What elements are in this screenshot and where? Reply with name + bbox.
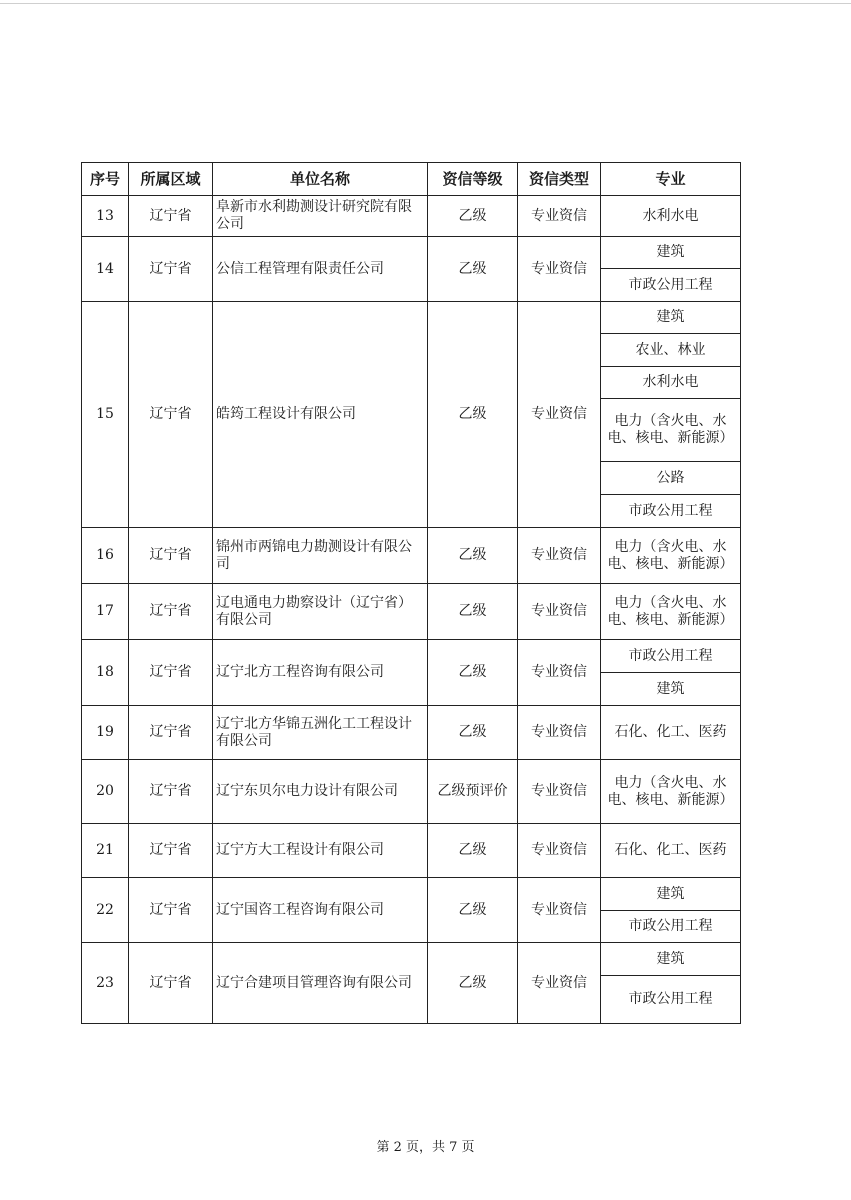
cell-region: 辽宁省 — [129, 760, 213, 824]
cell-specialty: 水利水电 — [601, 196, 741, 237]
cell-type: 专业资信 — [518, 943, 601, 1024]
cell-unit-name: 锦州市两锦电力勘测设计有限公司 — [213, 528, 428, 584]
page-footer: 第 2 页，共 7 页 — [376, 1140, 475, 1155]
header-specialty: 专业 — [601, 163, 741, 196]
cell-specialty: 水利水电 — [601, 367, 741, 399]
cell-region: 辽宁省 — [129, 640, 213, 706]
cell-no: 16 — [82, 528, 129, 584]
cell-type: 专业资信 — [518, 302, 601, 528]
cell-region: 辽宁省 — [129, 528, 213, 584]
cell-specialty: 市政公用工程 — [601, 495, 741, 528]
cell-specialty: 建筑 — [601, 302, 741, 334]
cell-grade: 乙级 — [428, 640, 518, 706]
header-type: 资信类型 — [518, 163, 601, 196]
table-row — [82, 237, 741, 269]
cell-grade: 乙级 — [428, 584, 518, 640]
cell-region: 辽宁省 — [129, 943, 213, 1024]
table-row — [82, 824, 741, 878]
cell-region: 辽宁省 — [129, 196, 213, 237]
cell-region: 辽宁省 — [129, 706, 213, 760]
cell-grade: 乙级 — [428, 196, 518, 237]
cell-type: 专业资信 — [518, 760, 601, 824]
cell-region: 辽宁省 — [129, 237, 213, 302]
cell-type: 专业资信 — [518, 237, 601, 302]
table-row — [82, 528, 741, 584]
cell-region: 辽宁省 — [129, 302, 213, 528]
table-row — [82, 760, 741, 824]
cell-type: 专业资信 — [518, 878, 601, 943]
cell-specialty: 电力（含火电、水电、核电、新能源） — [601, 399, 741, 462]
cell-specialty: 电力（含火电、水电、核电、新能源） — [601, 528, 741, 584]
cell-no: 23 — [82, 943, 129, 1024]
qualification-table — [81, 162, 741, 1024]
cell-region: 辽宁省 — [129, 824, 213, 878]
cell-grade: 乙级 — [428, 824, 518, 878]
cell-specialty: 电力（含火电、水电、核电、新能源） — [601, 760, 741, 824]
scan-edge-line — [0, 3, 851, 4]
cell-grade: 乙级 — [428, 878, 518, 943]
cell-region: 辽宁省 — [129, 584, 213, 640]
cell-specialty: 石化、化工、医药 — [601, 824, 741, 878]
cell-type: 专业资信 — [518, 640, 601, 706]
table-row — [82, 196, 741, 237]
cell-specialty: 农业、林业 — [601, 334, 741, 367]
cell-specialty: 石化、化工、医药 — [601, 706, 741, 760]
cell-unit-name: 辽宁北方工程咨询有限公司 — [213, 640, 428, 706]
cell-specialty: 公路 — [601, 462, 741, 495]
cell-unit-name: 辽电通电力勘察设计（辽宁省）有限公司 — [213, 584, 428, 640]
cell-grade: 乙级 — [428, 528, 518, 584]
cell-grade: 乙级预评价 — [428, 760, 518, 824]
cell-specialty: 建筑 — [601, 237, 741, 269]
table-row — [82, 943, 741, 976]
cell-specialty: 电力（含火电、水电、核电、新能源） — [601, 584, 741, 640]
cell-type: 专业资信 — [518, 584, 601, 640]
cell-unit-name: 辽宁东贝尔电力设计有限公司 — [213, 760, 428, 824]
cell-no: 14 — [82, 237, 129, 302]
table-row — [82, 878, 741, 911]
cell-grade: 乙级 — [428, 302, 518, 528]
cell-specialty: 市政公用工程 — [601, 911, 741, 943]
cell-specialty: 市政公用工程 — [601, 269, 741, 302]
cell-unit-name: 皓筠工程设计有限公司 — [213, 302, 428, 528]
cell-region: 辽宁省 — [129, 878, 213, 943]
cell-unit-name: 辽宁北方华锦五洲化工工程设计有限公司 — [213, 706, 428, 760]
cell-grade: 乙级 — [428, 943, 518, 1024]
cell-unit-name: 公信工程管理有限责任公司 — [213, 237, 428, 302]
table-body — [82, 196, 741, 1024]
cell-unit-name: 阜新市水利勘测设计研究院有限公司 — [213, 196, 428, 237]
cell-no: 19 — [82, 706, 129, 760]
cell-no: 18 — [82, 640, 129, 706]
cell-type: 专业资信 — [518, 196, 601, 237]
cell-no: 15 — [82, 302, 129, 528]
cell-unit-name: 辽宁合建项目管理咨询有限公司 — [213, 943, 428, 1024]
header-unit-name: 单位名称 — [213, 163, 428, 196]
cell-specialty: 建筑 — [601, 878, 741, 911]
table-header-row — [82, 163, 741, 196]
cell-specialty: 建筑 — [601, 673, 741, 706]
cell-type: 专业资信 — [518, 528, 601, 584]
cell-specialty: 建筑 — [601, 943, 741, 976]
header-no: 序号 — [82, 163, 129, 196]
table-row — [82, 302, 741, 334]
cell-specialty: 市政公用工程 — [601, 640, 741, 673]
cell-no: 17 — [82, 584, 129, 640]
table-row — [82, 706, 741, 760]
cell-type: 专业资信 — [518, 824, 601, 878]
cell-type: 专业资信 — [518, 706, 601, 760]
cell-unit-name: 辽宁国咨工程咨询有限公司 — [213, 878, 428, 943]
cell-grade: 乙级 — [428, 706, 518, 760]
table-row — [82, 640, 741, 673]
cell-no: 13 — [82, 196, 129, 237]
cell-grade: 乙级 — [428, 237, 518, 302]
cell-unit-name: 辽宁方大工程设计有限公司 — [213, 824, 428, 878]
cell-no: 20 — [82, 760, 129, 824]
cell-specialty: 市政公用工程 — [601, 976, 741, 1024]
header-region: 所属区域 — [129, 163, 213, 196]
cell-no: 21 — [82, 824, 129, 878]
cell-no: 22 — [82, 878, 129, 943]
header-grade: 资信等级 — [428, 163, 518, 196]
table-row — [82, 584, 741, 640]
